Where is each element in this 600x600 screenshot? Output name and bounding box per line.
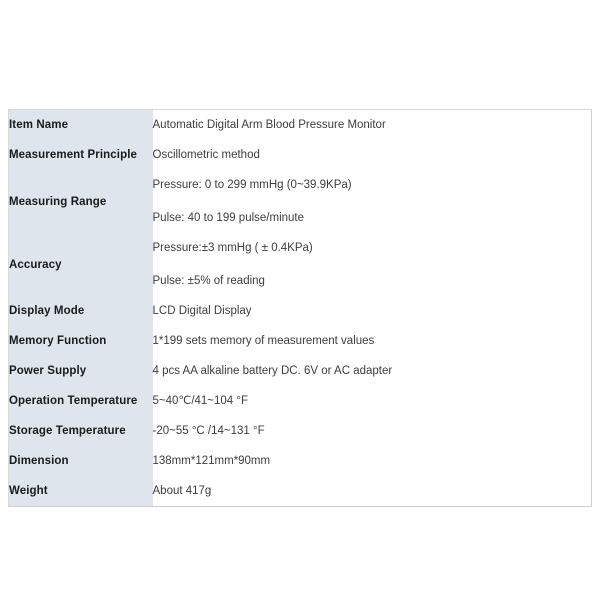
spec-value-line: Pulse: ±5% of reading bbox=[152, 275, 265, 287]
spec-label-cell bbox=[9, 476, 153, 507]
spec-value-line: LCD Digital Display bbox=[152, 305, 252, 317]
spec-label-text: Measurement Principle bbox=[9, 149, 138, 161]
spec-value-cell bbox=[153, 326, 592, 356]
spec-value-cell bbox=[153, 476, 592, 507]
spec-value-cell bbox=[153, 296, 592, 326]
spec-value-cell bbox=[153, 233, 592, 296]
table-row bbox=[9, 446, 592, 476]
spec-label-cell bbox=[9, 170, 153, 233]
spec-label-text: Dimension bbox=[9, 455, 69, 467]
spec-label-text: Display Mode bbox=[9, 305, 85, 317]
spec-label-text: Memory Function bbox=[9, 335, 107, 347]
table-row bbox=[9, 356, 592, 386]
spec-label-text: Power Supply bbox=[9, 365, 87, 377]
table-row bbox=[9, 386, 592, 416]
spec-label-cell bbox=[9, 356, 153, 386]
table-row bbox=[9, 140, 592, 170]
spec-label-text: Weight bbox=[9, 485, 48, 497]
spec-label-text: Operation Temperature bbox=[9, 395, 138, 407]
spec-value-line: Pulse: 40 to 199 pulse/minute bbox=[152, 212, 305, 224]
spec-value-cell bbox=[153, 446, 592, 476]
specification-table bbox=[8, 109, 592, 507]
table-row bbox=[9, 476, 592, 507]
spec-label-text: Item Name bbox=[9, 119, 69, 131]
spec-value-line: 5~40℃/41~104 °F bbox=[152, 395, 249, 407]
spec-value-line: Pressure:±3 mmHg ( ± 0.4KPa) bbox=[152, 242, 313, 254]
spec-label-cell bbox=[9, 233, 153, 296]
spec-label-cell bbox=[9, 110, 153, 141]
table-row bbox=[9, 326, 592, 356]
spec-label-cell bbox=[9, 416, 153, 446]
spec-label-cell bbox=[9, 326, 153, 356]
spec-value-cell bbox=[153, 416, 592, 446]
spec-label-cell bbox=[9, 296, 153, 326]
table-row bbox=[9, 416, 592, 446]
spec-value-line: 1*199 sets memory of measurement values bbox=[152, 335, 375, 347]
spec-value-line: About 417g bbox=[152, 485, 212, 497]
spec-value-cell bbox=[153, 110, 592, 141]
spec-value-line: Oscillometric method bbox=[152, 149, 260, 161]
spec-value-line: Pressure: 0 to 299 mmHg (0~39.9KPa) bbox=[152, 179, 352, 191]
spec-label-cell bbox=[9, 386, 153, 416]
specification-table-container bbox=[8, 109, 591, 507]
spec-label-text: Accuracy bbox=[9, 258, 62, 271]
specification-table-body bbox=[9, 110, 592, 507]
table-row bbox=[9, 233, 592, 296]
spec-value-line: Automatic Digital Arm Blood Pressure Monitor bbox=[152, 119, 386, 131]
spec-label-text: Measuring Range bbox=[9, 195, 107, 208]
spec-value-cell bbox=[153, 356, 592, 386]
spec-label-cell bbox=[9, 446, 153, 476]
spec-value-cell bbox=[153, 386, 592, 416]
spec-value-line: 138mm*121mm*90mm bbox=[152, 455, 271, 467]
spec-value-line: -20~55 °C /14~131 °F bbox=[152, 425, 265, 437]
spec-value-cell bbox=[153, 170, 592, 233]
spec-value-line: 4 pcs AA alkaline battery DC. 6V or AC adapter bbox=[152, 365, 393, 377]
spec-label-text: Storage Temperature bbox=[9, 425, 126, 437]
table-row bbox=[9, 170, 592, 233]
table-row bbox=[9, 296, 592, 326]
spec-value-cell bbox=[153, 140, 592, 170]
spec-label-cell bbox=[9, 140, 153, 170]
table-row bbox=[9, 110, 592, 141]
